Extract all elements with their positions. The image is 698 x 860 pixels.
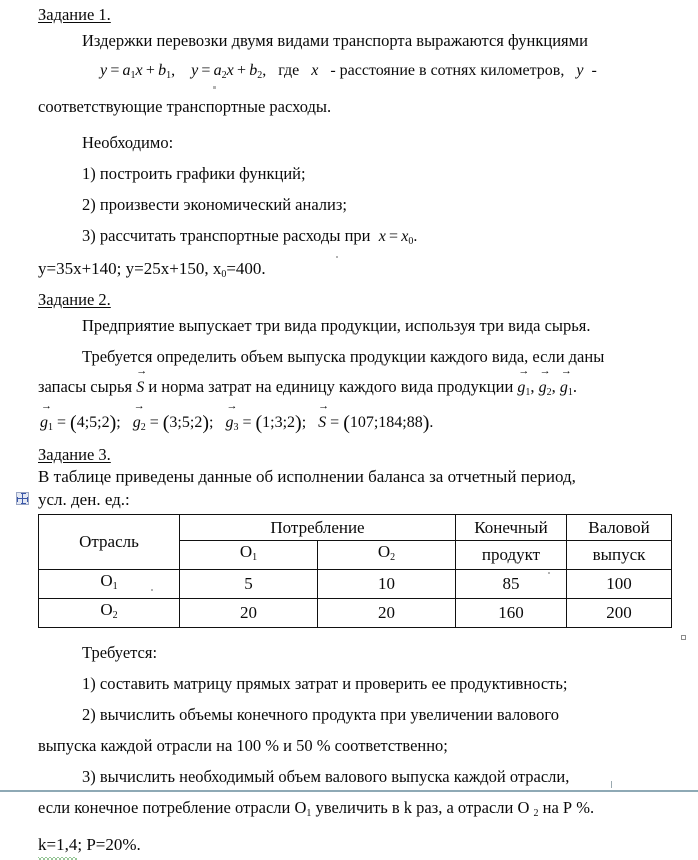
vector-g1-value: → $g_1$ [40, 400, 53, 433]
vector-arrow-icon: → [539, 365, 551, 377]
vector-S-components: 107;184;88 [349, 414, 423, 431]
vector-arrow-icon: → [136, 365, 148, 377]
task3-item-2-line1: 2) вычислить объемы конечного продукта при увеличении валового [82, 705, 559, 724]
task1-given-tail: =400. [226, 259, 266, 278]
table-cell-r1c3: 85 [456, 570, 567, 599]
task2-intro: Предприятие выпускает три вида продукции, используя три вида сырья. [82, 316, 591, 335]
equation-2: $y = a_2x + b_2$, [191, 62, 267, 81]
task3-item-3-sub-2: 2 [533, 808, 539, 819]
table-cell-r2c1: 20 [180, 599, 318, 628]
task1-item-3-text: 3) рассчитать транспортные расходы при [82, 226, 371, 245]
scan-artifact [213, 86, 216, 89]
task1-required-label: Необходимо: [82, 133, 174, 152]
table-resize-handle-icon[interactable] [681, 635, 686, 640]
task1-formula-line [38, 56, 672, 91]
table-header-final-product-line1: Конечный [456, 515, 567, 541]
task2-body-line2: запасы сырья → S и норма затрат на единицу каждого вида продукции → $g_1$, → $g_2$, → $g_1$. [38, 372, 672, 408]
task3-item-3-a: если конечное потребление отрасли О [38, 798, 307, 817]
task1-item-3 [38, 220, 672, 257]
vector-g3-inline: → $g_1$ [559, 365, 573, 398]
vector-g3-components: 1;3;2 [262, 414, 296, 431]
task2-body-line2-b: и норма затрат на единицу каждого вида продукции [148, 377, 514, 396]
task3-item-3-line1: 3) вычислить необходимый объем валового выпуска каждой отрасли, [82, 767, 570, 786]
scan-artifact [336, 256, 338, 258]
vector-S-inline: → S [136, 365, 148, 396]
vector-g2-value: → $g_2$ [132, 400, 146, 433]
variable-x: x [311, 62, 319, 79]
scan-artifact [151, 589, 153, 591]
table-cell-r2c2: 20 [318, 599, 456, 628]
task1-continuation: соответствующие транспортные расходы. [38, 97, 332, 116]
task1-formula-desc: - расстояние в сотнях километров, [330, 62, 565, 79]
task1-given-sub: 0 [221, 269, 227, 280]
task1-item-1: 1) построить графики функций; [82, 164, 306, 183]
task1-given-text: y=35x+140; y=25x+150, x [38, 259, 222, 278]
x-equals-x0: $x = x_0$. [378, 228, 418, 247]
table-row [39, 570, 672, 599]
table-cell-r1c1: 5 [180, 570, 318, 599]
table-header-gross-output-line2: выпуск [567, 541, 672, 570]
table-row-label-o1: $О_1$ [39, 570, 180, 599]
table-row [39, 599, 672, 628]
task2-heading: Задание 2. [38, 290, 111, 309]
vector-arrow-icon: → [560, 365, 572, 377]
task3-required-label: Требуется: [82, 643, 158, 662]
task3-given-values [38, 833, 672, 857]
table-header-consumption-o1: $О_1$ [180, 541, 318, 570]
task3-item-3-b: увеличить в k раз, а отрасли О [315, 798, 530, 817]
task2-vector-values: → $g_1$ = (4;5;2); → $g_2$ = (3;5;2); → $g_3$ = (1;3;2); → S = (107;184;88). [38, 408, 672, 443]
task3-heading: Задание 3. [38, 445, 111, 464]
task1-given-values [38, 257, 672, 287]
task3-intro-line1: В таблице приведены данные об исполнении баланса за отчетный период, [38, 467, 576, 486]
task3-given-p: ; P=20%. [77, 835, 141, 854]
table-header-consumption: Потребление [180, 515, 456, 541]
task1-intro: Издержки перевозки двумя видами транспорта выражаются функциями [82, 31, 588, 50]
scan-artifact [548, 572, 550, 574]
vector-g1-inline: → $g_1$ [517, 365, 531, 398]
table-header-gross-output-line1: Валовой [567, 515, 672, 541]
table-move-handle-icon[interactable] [16, 492, 29, 505]
vector-g1-components: 4;5;2 [76, 414, 110, 431]
task3-item-1: 1) составить матрицу прямых затрат и проверить ее продуктивность; [82, 674, 568, 693]
task3-item-2-line2: выпуска каждой отрасли на 100 % и 50 % соответственно; [38, 736, 448, 755]
task1-heading: Задание 1. [38, 5, 111, 24]
balance-table-wrapper [38, 514, 672, 628]
task1-formula-dash: - [591, 62, 597, 79]
table-cell-r2c4: 200 [567, 599, 672, 628]
table-cell-r1c4: 100 [567, 570, 672, 599]
vector-S-value: → S [318, 400, 330, 431]
table-header-row-1 [39, 515, 672, 541]
task1-item-2: 2) произвести экономический анализ; [82, 195, 347, 214]
table-header-consumption-o2: $О_2$ [318, 541, 456, 570]
task3-item-3-c: на Р %. [542, 798, 595, 817]
vector-arrow-icon: → [41, 400, 52, 412]
vector-g3-value: → $g_3$ [225, 400, 239, 433]
balance-table [38, 514, 672, 628]
vector-arrow-icon: → [318, 400, 330, 412]
vector-arrow-icon: → [133, 400, 145, 412]
table-header-final-product-line2: продукт [456, 541, 567, 570]
vector-arrow-icon: → [226, 400, 238, 412]
vector-g2-inline: → $g_2$ [538, 365, 552, 398]
task2-body-line1: Требуется определить объем выпуска продукции каждого вида, если даны [82, 347, 605, 366]
variable-y: y [576, 62, 584, 79]
table-header-branch: Отрасль [39, 515, 180, 570]
task2-body-line2-a: запасы сырья [38, 377, 133, 396]
equation-1: $y = a_1x + b_1$, [100, 62, 176, 81]
table-cell-r2c3: 160 [456, 599, 567, 628]
page-break-separator [0, 790, 698, 792]
task3-given-k: k=1,4 [38, 833, 77, 857]
page-break-tick [611, 781, 612, 788]
vector-g2-components: 3;5;2 [169, 414, 203, 431]
task3-item-3-sub-1: 1 [306, 808, 312, 819]
table-cell-r1c2: 10 [318, 570, 456, 599]
task1-formula-where: где [278, 62, 300, 79]
task3-intro-line2: усл. ден. ед.: [38, 490, 130, 509]
table-row-label-o2: $О_2$ [39, 599, 180, 628]
vector-arrow-icon: → [518, 365, 530, 377]
task3-item-3-line2 [38, 792, 672, 829]
